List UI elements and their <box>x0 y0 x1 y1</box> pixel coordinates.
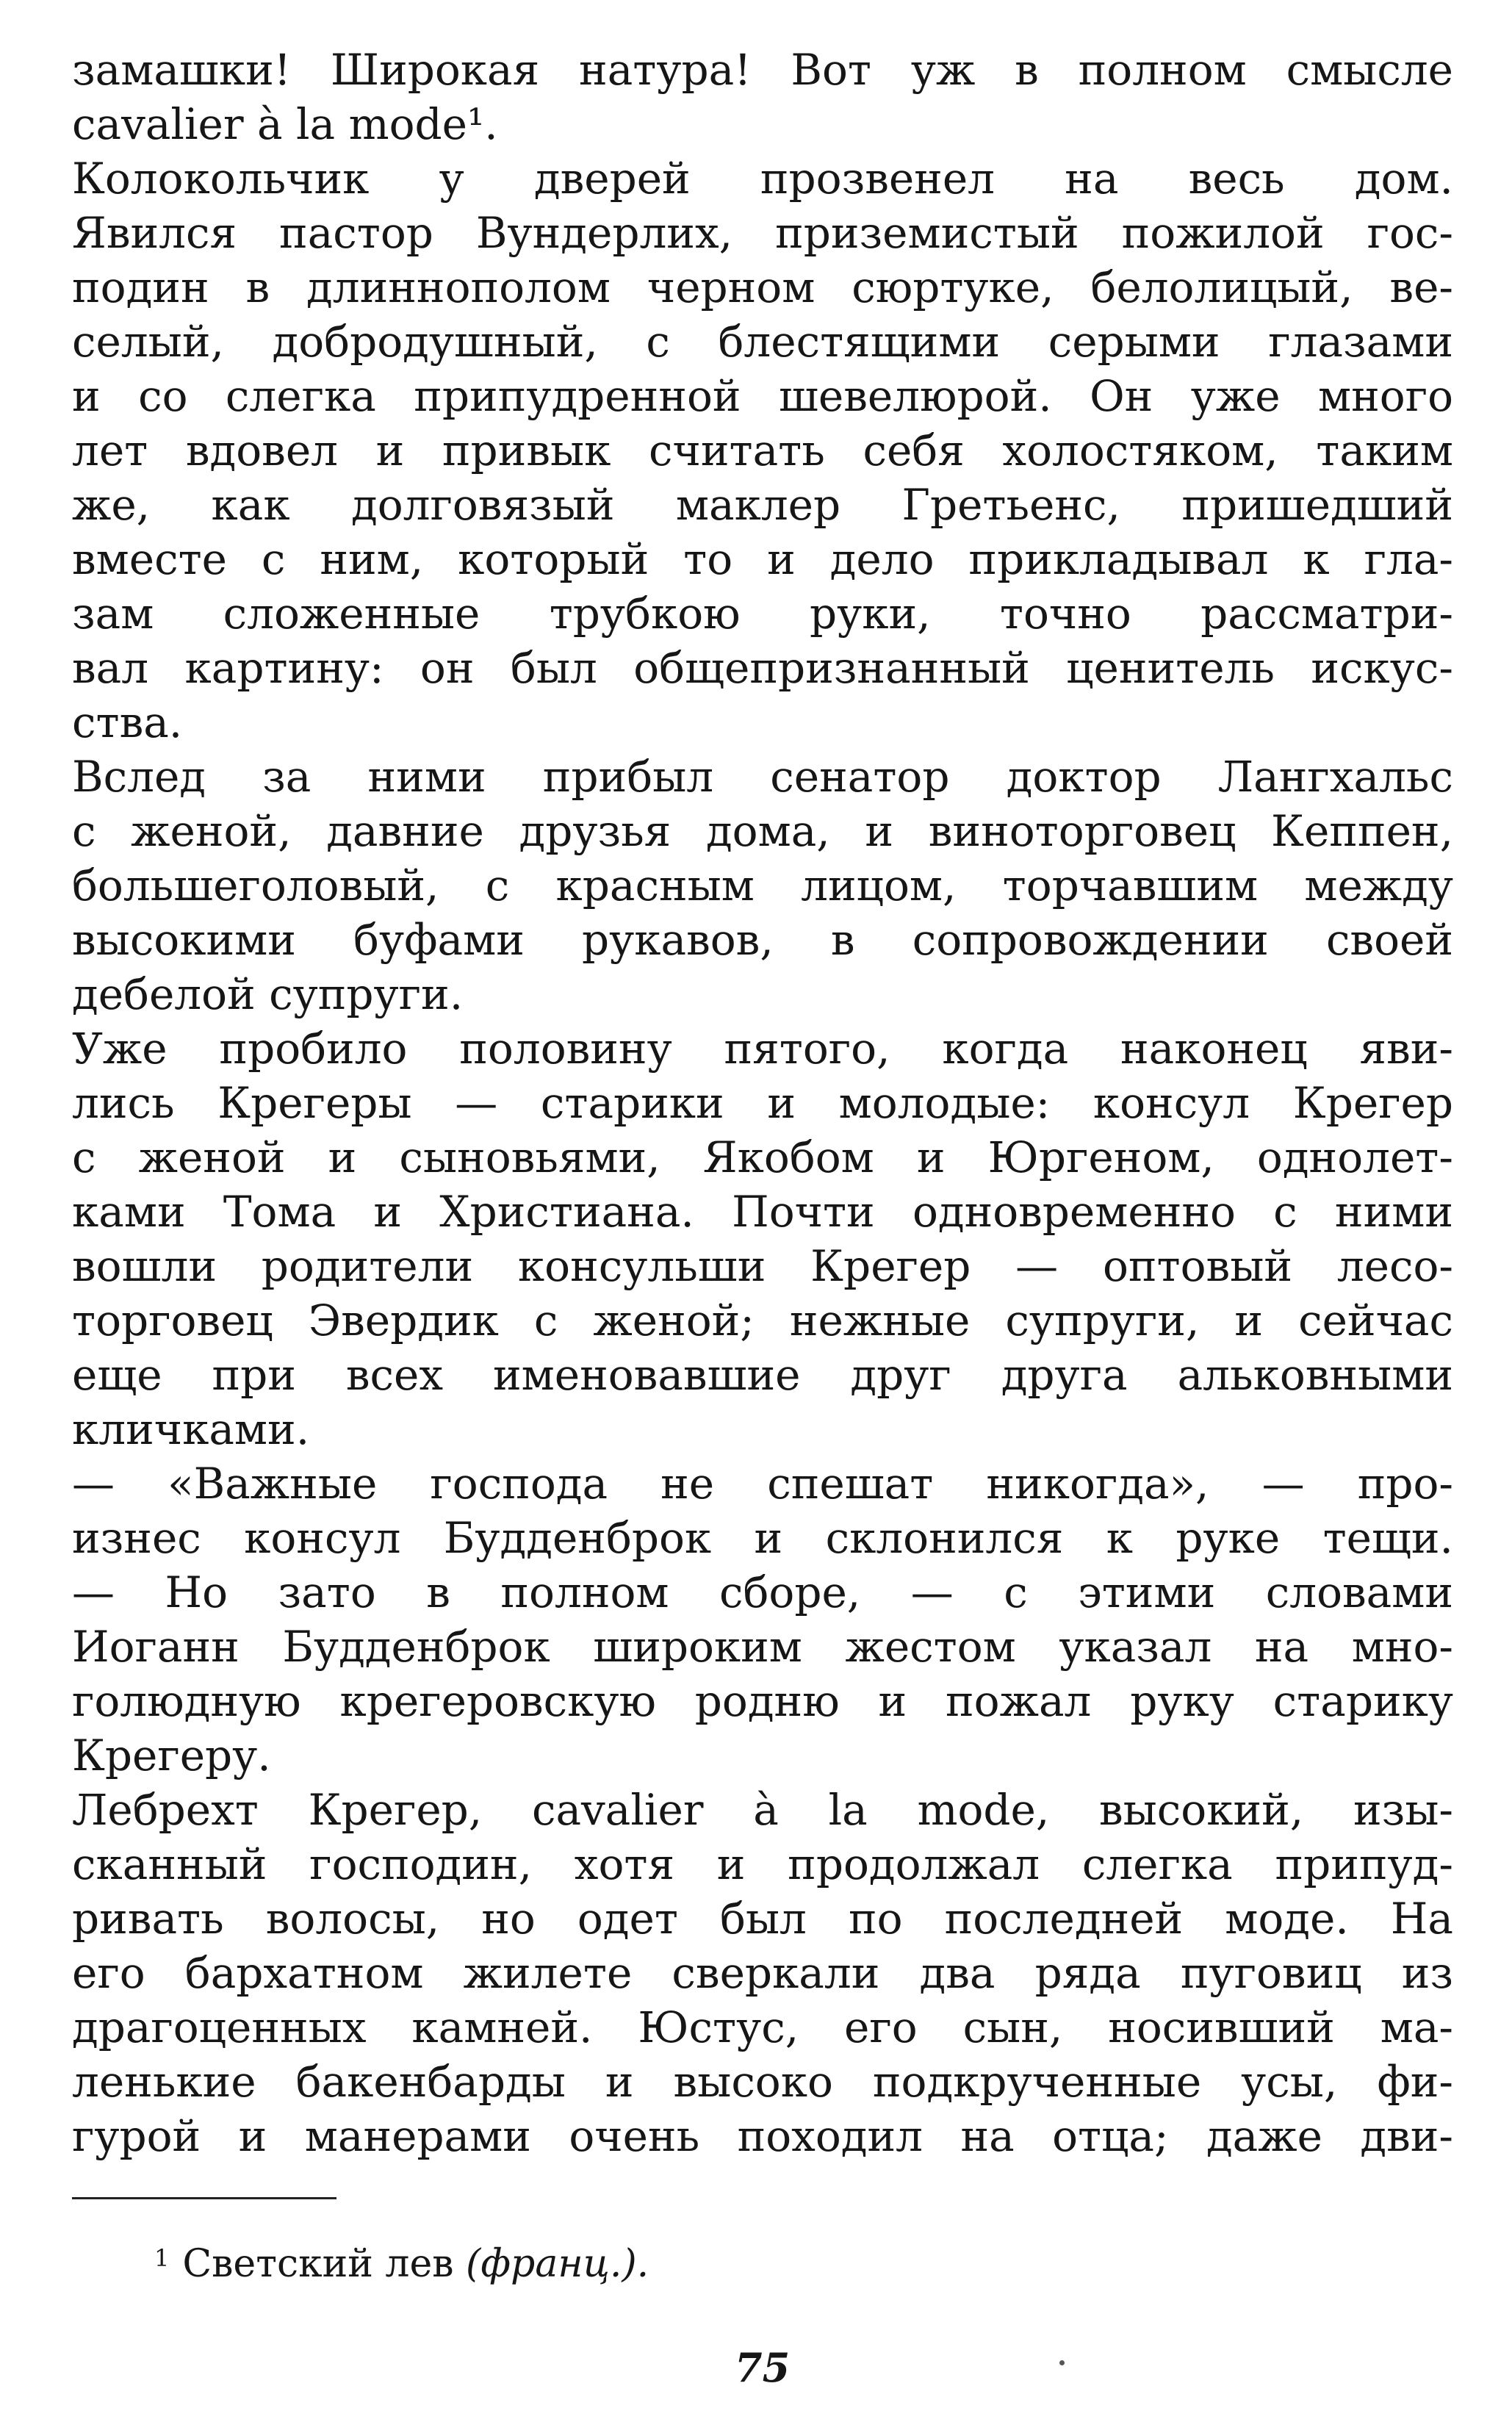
text-line: Крегеру. <box>72 1731 271 1780</box>
text-line: вошли родители консульши Крегер — оптовый лесо- <box>72 1241 1453 1291</box>
text-line: дебелой супруги. <box>72 969 464 1019</box>
text-line: cavalier à la mode¹. <box>72 99 498 149</box>
text-line: ками Тома и Христиана. Почти одновременно с ними <box>72 1187 1453 1237</box>
text-line: гурой и манерами очень походил на отца; даже дви- <box>72 2111 1453 2161</box>
text-line: — «Важные господа не спешат никогда», — про- <box>72 1459 1453 1509</box>
text-line: голюдную крегеровскую родню и пожал руку старику <box>72 1676 1453 1726</box>
text-line: Лебрехт Крегер, cavalier à la mode, высокий, изы- <box>72 1785 1453 1835</box>
text-line: — Но зато в полном сборе, — с этими словами <box>72 1567 1453 1617</box>
text-line: с женой, давние друзья дома, и виноторговец Кеппен, <box>72 806 1453 856</box>
text-line: кличками. <box>72 1404 310 1454</box>
page-number: 75 <box>735 2344 791 2391</box>
text-line: Иоганн Будденброк широким жестом указал на мно- <box>72 1622 1453 1672</box>
text-line: еще при всех именовавшие друг друга альковными <box>72 1350 1453 1400</box>
text-line: замашки! Широкая натура! Вот уж в полном смысле <box>72 45 1453 95</box>
footnote-separator <box>72 2197 336 2199</box>
text-line: изнес консул Будденброк и склонился к руке тещи. <box>72 1513 1453 1563</box>
text-line: лись Крегеры — старики и молодые: консул Крегер <box>72 1078 1453 1128</box>
text-line: Вслед за ними прибыл сенатор доктор Лангхальс <box>72 752 1453 802</box>
footnote-source: (франц.). <box>466 2242 649 2286</box>
text-line: ства. <box>72 697 183 747</box>
text-line: с женой и сыновьями, Якобом и Юргеном, однолет- <box>72 1132 1453 1182</box>
text-line: вместе с ним, который то и дело прикладывал к гла- <box>72 534 1453 584</box>
text-line: лет вдовел и привык считать себя холостяком, таким <box>72 425 1453 475</box>
text-line: ленькие бакенбарды и высоко подкрученные усы, фи- <box>72 2057 1453 2107</box>
text-line: зам сложенные трубкою руки, точно рассматри- <box>72 589 1453 639</box>
text-line: подин в длиннополом черном сюртуке, белолицый, ве- <box>72 262 1453 312</box>
text-line: высокими буфами рукавов, в сопровождении своей <box>72 915 1453 965</box>
text-line: сканный господин, хотя и продолжал слегка припуд- <box>72 1839 1453 1889</box>
text-line: же, как долговязый маклер Гретьенс, пришедший <box>72 480 1453 530</box>
footnote <box>154 2234 649 2288</box>
text-line: драгоценных камней. Юстус, его сын, носивший ма- <box>72 2002 1453 2052</box>
footnote-text: Светский лев <box>182 2242 454 2286</box>
print-speck <box>1059 2360 1065 2365</box>
footnote-marker: 1 <box>154 2244 170 2272</box>
text-line: Уже пробило половину пятого, когда наконец яви- <box>72 1024 1453 1074</box>
text-line: Колокольчик у дверей прозвенел на весь дом. <box>72 154 1453 204</box>
text-line: Явился пастор Вундерлих, приземистый пожилой гос- <box>72 208 1453 258</box>
text-line: вал картину: он был общепризнанный ценитель искус- <box>72 643 1453 693</box>
text-line: большеголовый, с красным лицом, торчавшим между <box>72 860 1453 910</box>
text-line: селый, добродушный, с блестящими серыми глазами <box>72 317 1453 367</box>
text-line: и со слегка припудренной шевелюрой. Он уже много <box>72 371 1453 421</box>
text-line: торговец Эвердик с женой; нежные супруги, и сейчас <box>72 1295 1453 1345</box>
text-line: ривать волосы, но одет был по последней моде. На <box>72 1894 1453 1944</box>
text-line: его бархатном жилете сверкали два ряда пуговиц из <box>72 1948 1453 1998</box>
